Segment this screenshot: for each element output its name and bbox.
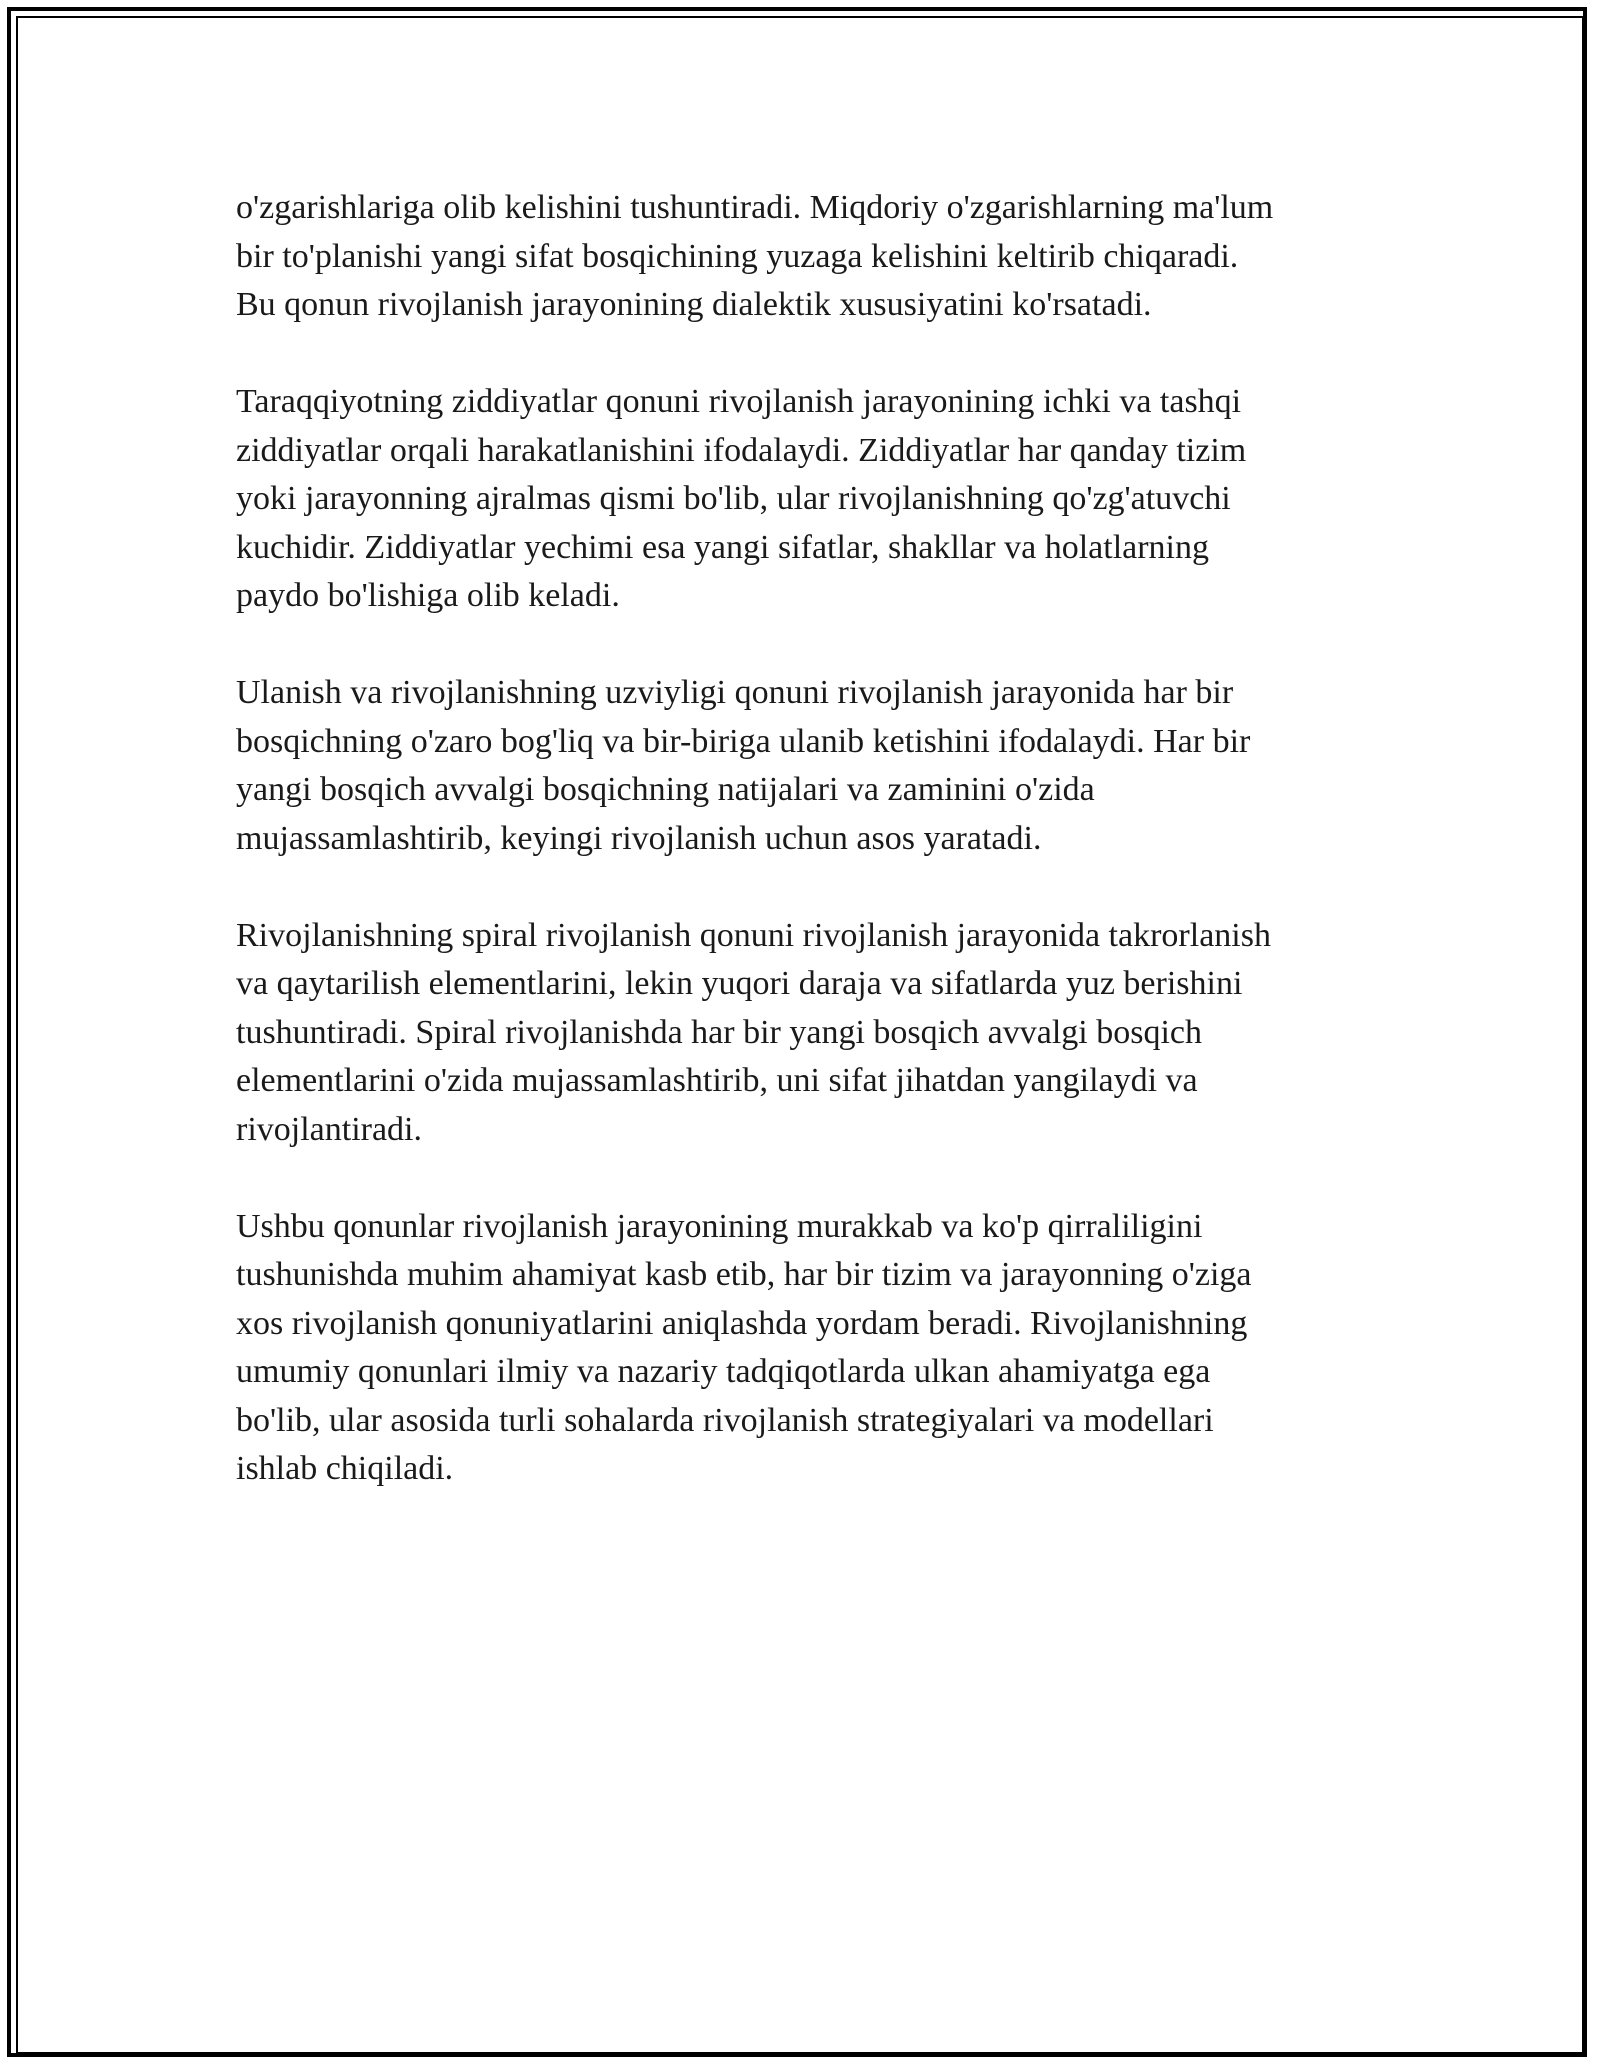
paragraph-1: o'zgarishlariga olib kelishini tushuntiradi. Miqdoriy o'zgarishlarning ma'lum bir to'planishi yangi sifat bosqichining yuzaga kelishini keltirib chiqaradi. Bu qonun rivojlanish jarayonining dialektik xususiyatini ko'rsatadi. [236,189,1274,323]
paragraph-4: Rivojlanishning spiral rivojlanish qonuni rivojlanish jarayonida takrorlanish va qaytarilish elementlarini, lekin yuqori daraja va sifatlarda yuz berishini tushuntiradi. Spiral rivojlanishda har bir yangi bosqich avvalgi bosqich elementlarini o'zida mujassamlashtirib, uni sifat jihatdan yangilaydi va rivojlantiradi. [236,916,1271,1148]
paragraph-3: Ulanish va rivojlanishning uzviyligi qonuni rivojlanish jarayonida har bir bosqichning o'zaro bog'liq va bir-biriga ulanib ketishini ifodalaydi. Har bir yangi bosqich avvalgi bosqichning natijalari va zaminini o'zida mujassamlashtirib, keyingi rivojlanish uchun asos yaratadi. [236,674,1251,857]
document-body [236,184,1376,1542]
paragraph-5: Ushbu qonunlar rivojlanish jarayonining murakkab va ko'p qirraliligini tushunishda muhim ahamiyat kasb etib, har bir tizim va jarayonning o'ziga xos rivojlanish qonuniyatlarini aniqlashda yordam beradi. Rivojlanishning umumiy qonunlari ilmiy va nazariy tadqiqotlarda ulkan ahamiyatga ega bo'lib, ular asosida turli sohalarda rivojlanish strategiyalari va modellari ishlab chiqiladi. [236,1207,1252,1487]
paragraph-2: Taraqqiyotning ziddiyatlar qonuni rivojlanish jarayonining ichki va tashqi ziddiyatlar orqali harakatlanishini ifodalaydi. Ziddiyatlar har qanday tizim yoki jarayonning ajralmas qismi bo'lib, ular rivojlanishning qo'zg'atuvchi kuchidir. Ziddiyatlar yechimi esa yangi sifatlar, shakllar va holatlarning paydo bo'lishiga olib keladi. [236,383,1247,614]
